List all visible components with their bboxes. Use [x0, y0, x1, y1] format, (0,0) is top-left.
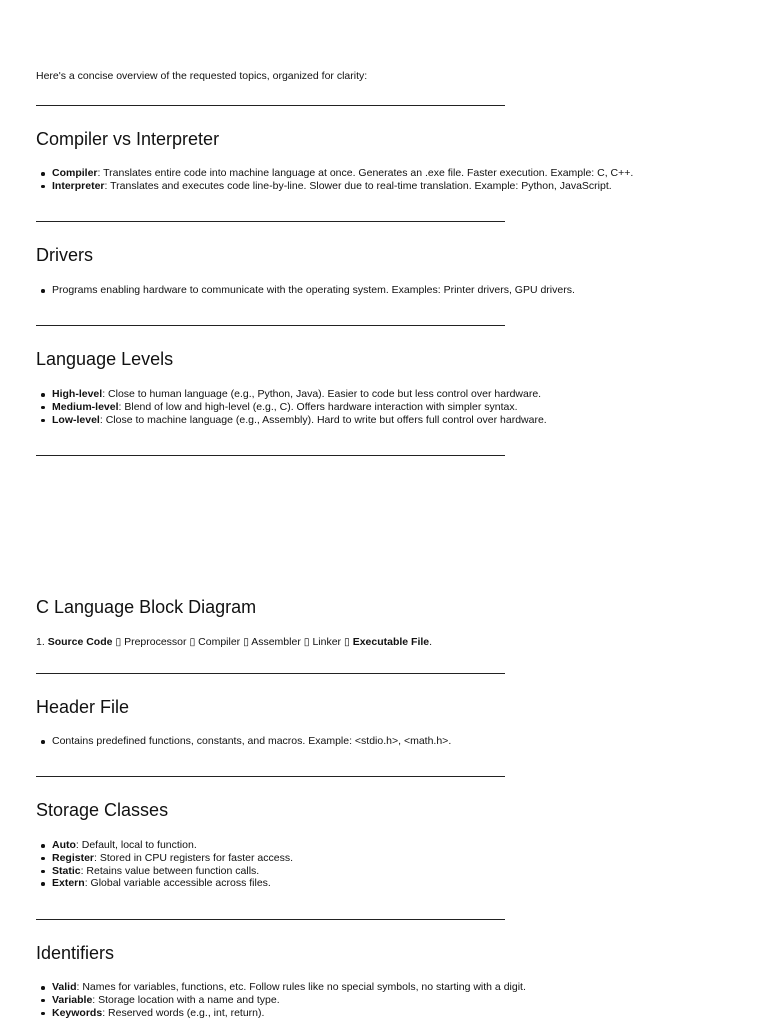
divider [36, 776, 505, 777]
list-item [36, 1007, 526, 1020]
section-title-identifiers: Identifiers [36, 943, 115, 963]
term-label: Extern [52, 877, 85, 890]
divider [36, 105, 505, 106]
item-text: : Translates entire code into machine language at once. Generates an .exe file. Faster execution. Example: C, C++. [97, 167, 634, 179]
list-item [36, 401, 547, 414]
term-label: Auto [52, 839, 76, 851]
storage-classes-list [36, 839, 293, 890]
item-text: : Global variable accessible across files. [84, 877, 271, 890]
arrow-icon: ▯ [343, 636, 350, 648]
item-text: Programs enabling hardware to communicate with the operating system. Examples: Printer drivers, GPU drivers. [52, 284, 575, 296]
intro-text: Here's a concise overview of the requested topics, organized for clarity: [36, 69, 368, 82]
term-label: Keywords [52, 1006, 103, 1019]
item-text: : Close to human language (e.g., Python, Java). Easier to code but less control over hardware. [102, 388, 542, 400]
section-title-block-diagram: C Language Block Diagram [36, 597, 257, 617]
term-label: Static [52, 864, 81, 877]
flow-step: Compiler [198, 636, 241, 648]
term-label: Interpreter [52, 179, 105, 192]
list-item [36, 167, 633, 180]
arrow-icon: ▯ [189, 636, 196, 648]
list-item [36, 284, 575, 297]
arrow-icon: ▯ [115, 636, 122, 648]
item-text: Contains predefined functions, constants, and macros. Example: <stdio.h>, <math.h>. [52, 735, 452, 747]
section-title-compiler-vs-interpreter: Compiler vs Interpreter [36, 129, 220, 149]
item-text: : Stored in CPU registers for faster access. [94, 851, 294, 864]
list-item [36, 180, 633, 193]
list-item [36, 994, 526, 1007]
list-item [36, 414, 547, 427]
item-text: : Reserved words (e.g., int, return). [102, 1006, 265, 1019]
term-label: Low-level [52, 413, 100, 426]
divider [36, 673, 505, 674]
item-text: : Blend of low and high-level (e.g., C). Offers hardware interaction with simpler syntax. [118, 400, 518, 413]
section-title-drivers: Drivers [36, 245, 93, 265]
list-item [36, 865, 293, 878]
section-title-header-file: Header File [36, 697, 130, 717]
item-text: : Default, local to function. [75, 839, 197, 851]
term-label: Register [52, 851, 95, 864]
item-text: : Close to machine language (e.g., Assembly). Hard to write but offers full control over hardware. [99, 413, 547, 426]
flow-step: Preprocessor [124, 636, 187, 648]
compiler-list [36, 167, 633, 193]
list-item [36, 877, 293, 890]
block-diagram-flow [36, 636, 432, 649]
section-title-language-levels: Language Levels [36, 349, 174, 369]
list-item [36, 388, 547, 401]
term-label: Variable [52, 993, 93, 1006]
flow-step: Assembler [251, 636, 301, 648]
term-label: Medium-level [52, 400, 119, 413]
list-item [36, 981, 526, 994]
arrow-icon: ▯ [243, 636, 249, 648]
term-label: High-level [52, 388, 103, 400]
list-item [36, 852, 293, 865]
header-file-list [36, 735, 451, 748]
divider [36, 919, 505, 920]
term-label: Compiler [52, 167, 98, 179]
item-text: : Translates and executes code line-by-line. Slower due to real-time translation. Example: Python, JavaScript. [104, 179, 612, 192]
item-text: : Storage location with a name and type. [92, 993, 280, 1006]
item-text: : Names for variables, functions, etc. Follow rules like no special symbols, no starting with a digit. [76, 981, 526, 993]
item-text: : Retains value between function calls. [80, 864, 260, 877]
flow-start: Source Code [47, 636, 113, 648]
language-levels-list [36, 388, 547, 426]
identifiers-list [36, 981, 526, 1019]
term-label: Valid [52, 981, 77, 993]
list-item [36, 839, 293, 852]
drivers-list [36, 284, 575, 297]
flow-end: Executable File [352, 636, 430, 648]
list-item [36, 735, 451, 748]
divider [36, 455, 505, 456]
divider [36, 325, 505, 326]
flow-step: Linker [312, 636, 342, 648]
section-title-storage-classes: Storage Classes [36, 800, 169, 820]
arrow-icon: ▯ [303, 636, 310, 648]
divider [36, 221, 505, 222]
flow-period: . [429, 636, 433, 648]
flow-number: 1. [36, 636, 45, 648]
